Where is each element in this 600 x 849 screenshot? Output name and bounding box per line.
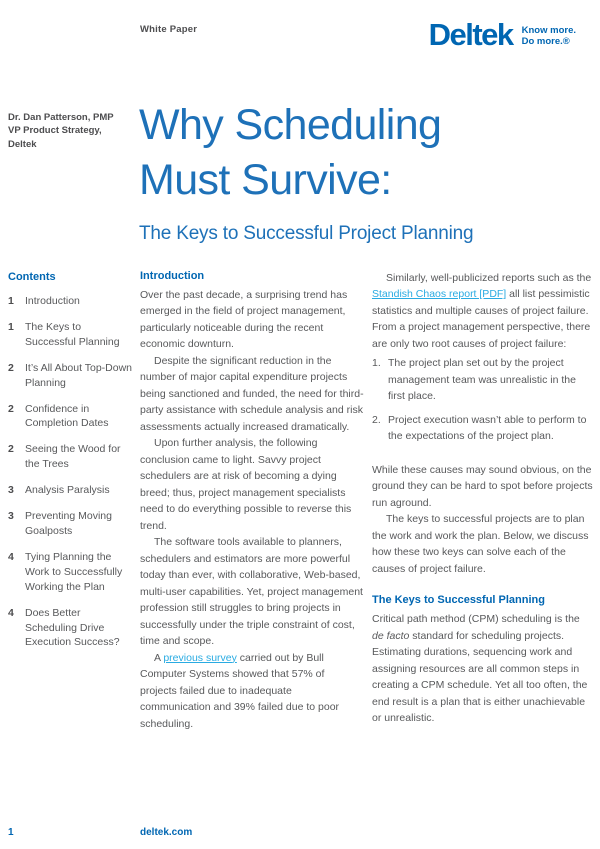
deltek-logo-tagline [522,20,576,47]
paragraph: The software tools available to planners, schedulers and estimators are more powerful today than ever, with collaborative, Web-based, multi-user capabilities. Yet, project management profession still struggles to bring projects in successfully under the triple constraint of cost, time and scope. [140,536,363,648]
contents-item-confidence-in-completion-dates: 2 Confidence in Completion Dates [8,402,109,430]
contents-list [8,294,132,650]
deltek-site-link[interactable]: deltek.com [140,827,193,838]
paragraph: While these causes may sound obvious, on the ground they can be hard to spot before projects run aground. [372,463,593,509]
deltek-logo-wordmark: Deltek [428,17,513,52]
page-title: Why Scheduling Must Survive: [139,101,442,204]
author-company: Deltek [8,138,37,150]
body-column-right [372,270,594,727]
italic-text: de facto [372,629,410,642]
author-block [8,111,134,151]
contents-item-better-scheduling: 4 Does Better Scheduling Drive Execution Success? [8,606,120,649]
page-subtitle: The Keys to Successful Project Planning [139,223,474,245]
body-column-left [140,270,364,732]
contents-item-analysis-paralysis: 3 Analysis Paralysis [8,484,110,497]
title-block [139,98,589,245]
paragraph-with-italic [372,611,594,726]
contents-item-tying-planning: 4 Tying Planning the Work to Successfully Working the Plan [8,550,123,593]
section-heading-introduction: Introduction [140,270,205,282]
cause-item-1: 1. The project plan set out by the project management team was unrealistic in the first place. [372,357,576,403]
paragraph: The keys to successful projects are to plan the work and work the plan. Below, we discuss how these two keys can solve each of the causes of project failure. [372,513,589,575]
contents-item-keys-to-successful-planning: 1 The Keys to Successful Planning [8,320,120,348]
tagline-line1: Know more. [521,25,576,36]
text-segment: carried out by Bull Computer Systems showed that 57% of projects failed due to inadequate communication and 39% failed due to poor scheduling. [140,651,340,730]
paragraph-with-link [140,650,364,732]
paragraph: Upon further analysis, the following conclusion came to light. Savvy project schedulers are at risk of becoming a dying breed; thus, project management specialists need to do everything possible to reverse this trend. [140,437,352,532]
section-heading-keys: The Keys to Successful Planning [372,594,545,607]
hyperlink[interactable]: Standish Chaos report [PDF] [372,288,507,301]
text-segment: Critical path method (CPM) scheduling is the [372,613,580,626]
deltek-logo [428,17,576,52]
text-segment: all list pessimistic statistics and multiple causes of project failure. From a project management perspective, there are only two root causes of project failure: [372,288,591,350]
author-title: VP Product Strategy, [8,125,102,137]
author-name: Dr. Dan Patterson, PMP [8,112,114,123]
tagline-line2: Do more.® [521,36,570,48]
page-number: 1 [8,827,14,838]
text-segment: Similarly, well-publicized reports such as the [386,272,592,284]
contents-item-preventing-moving-goalposts: 3 Preventing Moving Goalposts [8,510,112,537]
doc-type-label: White Paper [140,24,198,35]
paragraph: Despite the significant reduction in the number of major capital expenditure projects being sanctioned and funded, the need for third-party assistance with schedule analysis and risk assessments actually increased dramatically. [140,354,364,433]
contents-item-top-down-planning: 2 It’s All About Top-Down Planning [8,361,133,389]
paragraph-with-link [372,270,594,352]
contents-nav [8,271,132,661]
contents-heading: Contents [8,271,56,283]
contents-item-seeing-the-wood: 2 Seeing the Wood for the Trees [8,443,121,471]
text-segment: A [154,651,164,664]
cause-item-2: 2. Project execution wasn’t able to perform to the expectations of the project plan. [372,413,587,443]
text-segment: standard for scheduling projects. Estimating durations, sequencing work and assigning resources are all common steps in creating a CPM schedule. Yet all too often, the end result is a plan that is either unachievable or unrealistic. [372,629,588,725]
contents-item-introduction: 1 Introduction [8,295,80,307]
paragraph: Over the past decade, a surprising trend has emerged in the field of project management, particularly noticeable during the recent economic downturn. [140,289,348,351]
causes-list [372,355,594,444]
hyperlink[interactable]: previous survey [163,651,237,664]
